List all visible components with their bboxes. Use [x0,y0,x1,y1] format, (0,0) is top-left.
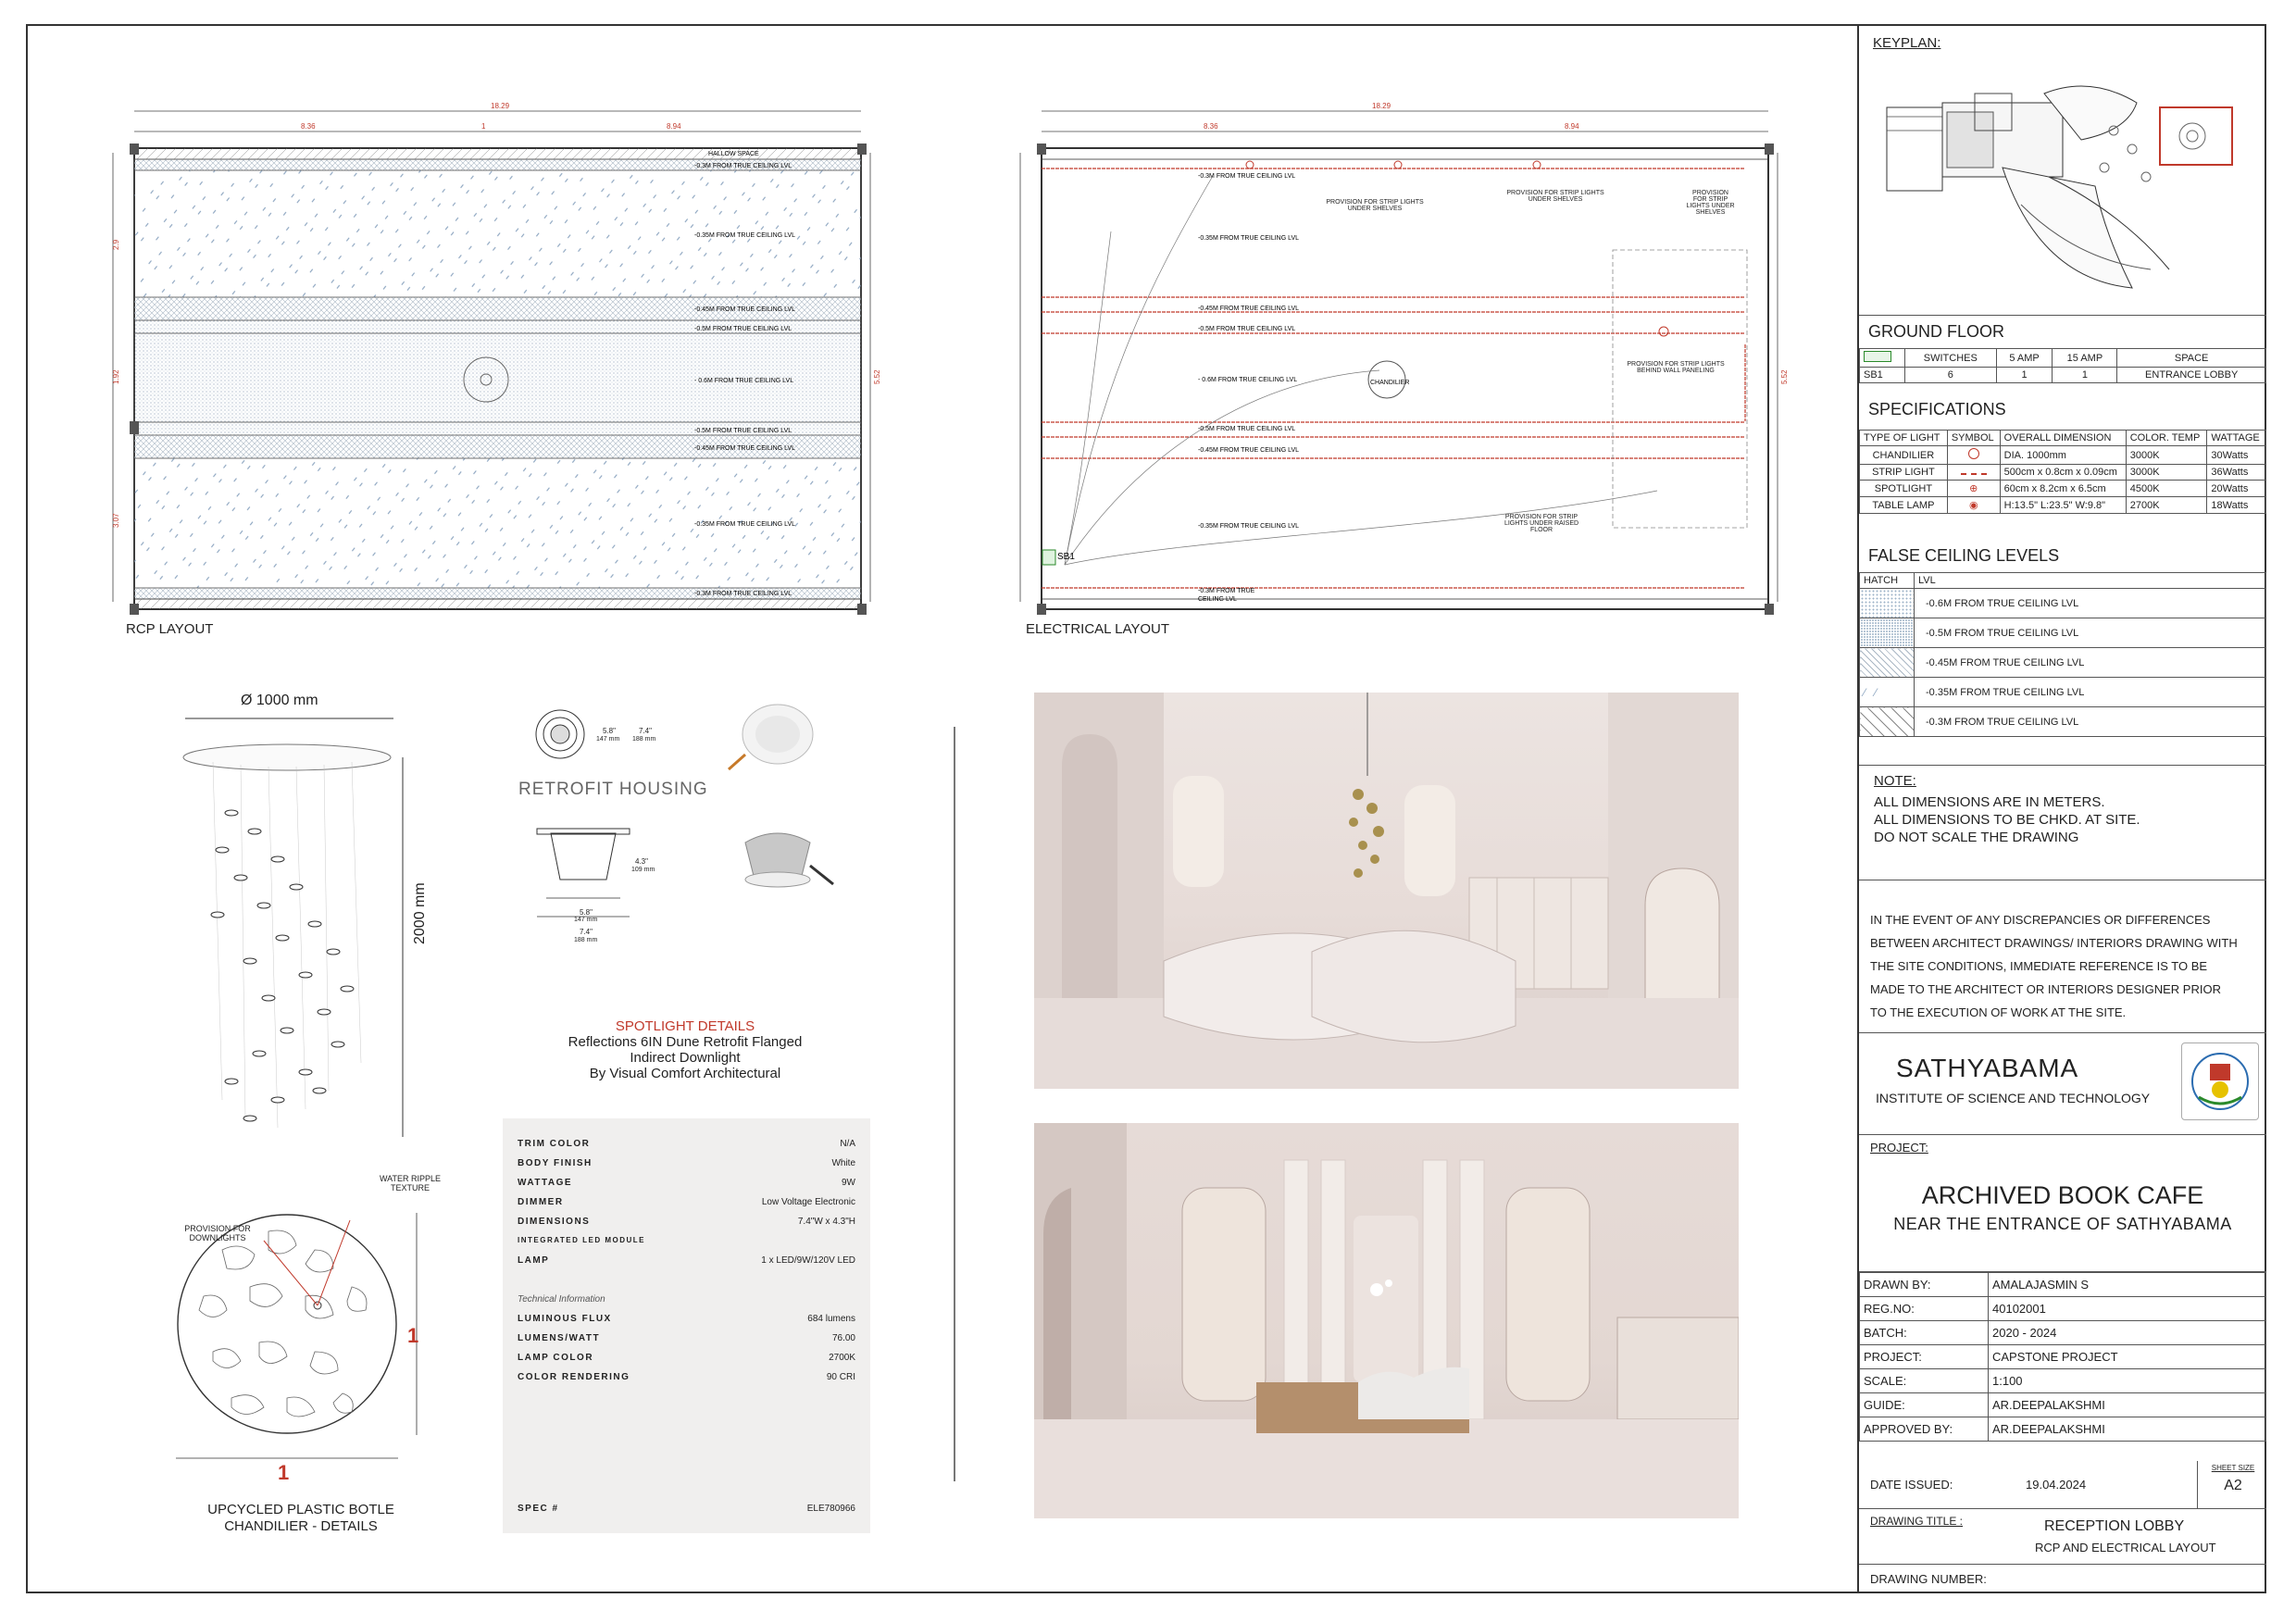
institute-section [1859,1033,2266,1135]
lighting-spec-table [1859,430,2266,514]
spot-dim-d2mm: 188 mm [632,736,656,743]
rcp-label-4: -0.5M FROM TRUE CEILING LVL [694,326,792,332]
switch-table-row: SB1 6 1 1 ENTRANCE LOBBY [1860,368,2266,383]
notes-section [1859,765,2266,880]
rcp-layout-title: RCP LAYOUT [126,621,214,637]
dim-right: 8.94 [667,122,681,131]
info-row: BATCH: 2020 - 2024 [1860,1321,2266,1345]
lighting-spec-row: TABLE LAMP ◉ H:13.5" L:23.5" W:9.8" 2700K 18Watts [1860,497,2266,514]
dim-side-a: 1.92 [112,369,120,384]
drawing-number-label: DRAWING NUMBER: [1870,1572,1987,1586]
retrofit-housing-label: RETROFIT HOUSING [518,780,708,799]
elec-note-wall: PROVISION FOR STRIP LIGHTS BEHIND WALL PANELING [1627,361,1725,374]
spec-number-row: SPEC # ELE780966 [518,1504,855,1514]
rcp-label-1: -0.3M FROM TRUE CEILING LVL [694,163,792,169]
elec-label-sb1: SB1 [1057,552,1075,562]
rcp-label-5: - 0.6M FROM TRUE CEILING LVL [694,378,794,384]
dim-mid: 1 [481,122,486,131]
date-section [1859,1461,2266,1509]
lighting-spec-row: CHANDILIER DIA. 1000mm 3000K 30Watts [1860,446,2266,465]
title-block [1857,24,2266,1593]
institute-logo [2181,1042,2259,1120]
keyplan-section [1859,24,2266,316]
tech-row: COLOR RENDERING 90 CRI [518,1372,855,1382]
project-section [1859,1135,2266,1272]
spec-row: WATTAGE 9W [518,1178,855,1188]
dim-left: 8.36 [301,122,316,131]
note-line: ALL DIMENSIONS TO BE CHKD. AT SITE. [1874,812,2140,828]
spot-dim-d2mm-elev: 188 mm [574,937,598,943]
drawing-title-label: DRAWING TITLE : [1870,1515,1964,1528]
info-row: SCALE: 1:100 [1860,1369,2266,1393]
chandelier-title-2: CHANDILIER - DETAILS [224,1518,378,1534]
lighting-spec-row: STRIP LIGHT 500cm x 0.8cm x 0.09cm 3000K 36Watts [1860,465,2266,481]
spec-row: LAMP 1 x LED/9W/120V LED [518,1255,855,1266]
disclaimer-section [1859,880,2266,1033]
institute-name: SATHYABAMA [1896,1054,2079,1082]
rcp-label-9: -0.3M FROM TRUE CEILING LVL [694,591,792,597]
false-ceiling-table [1859,572,2266,737]
spotlight-line2: Indirect Downlight [630,1050,741,1066]
spot-dim-d1: 5.8" [603,727,616,735]
spot-dim-h: 4.3" [635,857,648,866]
chandelier-title-1: UPCYCLED PLASTIC BOTLE [207,1502,394,1517]
elec-dim-left: 8.36 [1204,122,1218,131]
elec-label-l8: -0.35M FROM TRUE CEILING LVL [1198,523,1300,530]
institute-sub: INSTITUTE OF SCIENCE AND TECHNOLOGY [1876,1091,2151,1105]
switch-table [1859,348,2266,383]
rcp-label-0: HALLOW SPACE [708,151,759,157]
note-line: ALL DIMENSIONS ARE IN METERS. [1874,794,2105,810]
info-row: REG.NO: 40102001 [1860,1297,2266,1321]
strip-light-symbol-icon [1961,473,1987,475]
spec-row: BODY FINISH White [518,1158,855,1168]
lighting-spec-header: TYPE OF LIGHT SYMBOL OVERALL DIMENSION COLOR. TEMP WATTAGE [1860,431,2266,446]
rcp-label-8: -0.35M FROM TRUE CEILING LVL [694,521,796,528]
spot-dim-hmm: 109 mm [631,867,655,873]
elec-label-chandelier: CHANDILIER [1370,380,1410,386]
dim-side-c: 2.9 [112,239,120,250]
dim-side-d: 3.07 [112,513,120,528]
date-issued-label: DATE ISSUED: [1870,1478,1953,1492]
false-ceiling-section [1859,543,2266,755]
chandelier-elevation [176,711,417,1146]
elec-label-l2: -0.35M FROM TRUE CEILING LVL [1198,235,1300,242]
spec-row: INTEGRATED LED MODULE [518,1236,646,1244]
false-ceiling-row: ⁄ ⁄ -0.35M FROM TRUE CEILING LVL [1860,678,2266,707]
tech-row: LAMP COLOR 2700K [518,1353,855,1363]
elec-label-l4: -0.5M FROM TRUE CEILING LVL [1198,326,1296,332]
spot-dim-d2-elev: 7.4" [580,928,593,936]
specifications-section [1859,387,2266,544]
false-ceiling-row: -0.5M FROM TRUE CEILING LVL [1860,618,2266,648]
chandelier-height: 2000 mm [412,882,428,944]
spec-sheet-panel [503,1118,870,1533]
false-ceiling-row: -0.3M FROM TRUE CEILING LVL [1860,707,2266,737]
table-lamp-symbol-icon: ◉ [1947,497,2000,514]
dim-one-horizontal: 1 [278,1461,290,1484]
electrical-layout-title: ELECTRICAL LAYOUT [1026,621,1170,637]
sheet-size-cell [2197,1461,2268,1509]
specifications-title: SPECIFICATIONS [1868,400,2006,418]
project-label: PROJECT: [1870,1141,1928,1155]
spotlight-line1: Reflections 6IN Dune Retrofit Flanged [568,1034,803,1050]
switchboard-icon [1864,351,1891,362]
dim-total: 18.29 [491,102,510,110]
spotlight-line3: By Visual Comfort Architectural [589,1066,781,1081]
rcp-label-7: -0.45M FROM TRUE CEILING LVL [694,445,796,452]
sheet-size-label: SHEET SIZE [2211,1464,2255,1472]
elec-label-l9b: CEILING LVL [1198,596,1237,603]
spec-row: DIMENSIONS 7.4"W x 4.3"H [518,1217,855,1227]
info-row: PROJECT: CAPSTONE PROJECT [1860,1345,2266,1369]
elec-dim-side: 5.52 [1780,369,1789,384]
render-reception [1034,1123,1739,1518]
elec-note-floor: PROVISION FOR STRIP LIGHTS UNDER RAISED FLOOR [1504,514,1579,533]
info-row: GUIDE: AR.DEEPALAKSHMI [1860,1393,2266,1417]
elec-note-strip3: PROVISION FOR STRIP LIGHTS UNDER SHELVES [1686,190,1735,216]
elec-note-strip2: PROVISION FOR STRIP LIGHTS UNDER SHELVES [1506,190,1604,203]
dim-side-b: 5.52 [873,369,881,384]
lighting-spec-row: SPOTLIGHT ⊕ 60cm x 8.2cm x 6.5cm 4500K 20Watts [1860,481,2266,497]
spot-dim-d2: 7.4" [639,727,652,735]
rcp-label-2: -0.35M FROM TRUE CEILING LVL [694,232,796,239]
date-issued-value: 19.04.2024 [2026,1478,2087,1492]
rcp-layout-plan [102,102,889,620]
spotlight-details-title: SPOTLIGHT DETAILS [615,1018,755,1034]
dim-one-vertical: 1 [407,1324,419,1347]
spot-dim-d1mm-elev: 147 mm [574,917,598,923]
false-ceiling-row: -0.6M FROM TRUE CEILING LVL [1860,589,2266,618]
project-subtitle: NEAR THE ENTRANCE OF SATHYABAMA [1893,1215,2232,1233]
chandelier-diameter: Ø 1000 mm [241,693,318,708]
chandelier-symbol-icon [1968,448,1979,459]
switch-table-header: SWITCHES 5 AMP 15 AMP SPACE [1860,349,2266,368]
spec-row: TRIM COLOR N/A [518,1139,855,1149]
disclaimer-text: IN THE EVENT OF ANY DISCREPANCIES OR DIFFERENCES BETWEEN ARCHITECT DRAWINGS/ INTERIORS DRAWING WITH THE SITE CONDITIONS, IMMEDIATE REFERENCE IS TO BE MADE TO THE ARCHITECT OR INTERIORS DESIGNER PRIOR TO THE EXECUTION OF WORK AT THE SITE. [1870,913,2238,1019]
info-row: APPROVED BY: AR.DEEPALAKSHMI [1860,1417,2266,1442]
sheet-size-value: A2 [2224,1478,2242,1493]
elec-label-l9a: -0.3M FROM TRUE [1198,588,1255,594]
spotlight-drawings [523,699,875,963]
rcp-label-6: -0.5M FROM TRUE CEILING LVL [694,428,792,434]
tech-row: LUMENS/WATT 76.00 [518,1333,855,1343]
false-ceiling-row: -0.45M FROM TRUE CEILING LVL [1860,648,2266,678]
notes-title: NOTE: [1874,773,1916,789]
drawing-title-value: RECEPTION LOBBY [2044,1518,2185,1534]
tech-row: LUMINOUS FLUX 684 lumens [518,1314,855,1324]
downlights-note: PROVISION FOR DOWNLIGHTS [184,1224,251,1242]
elec-label-l6: -0.5M FROM TRUE CEILING LVL [1198,426,1296,432]
rcp-label-3: -0.45M FROM TRUE CEILING LVL [694,306,796,313]
spec-row: DIMMER Low Voltage Electronic [518,1197,855,1207]
divider-line [954,727,955,1481]
elec-dim-total: 18.29 [1372,102,1391,110]
spot-dim-d1-elev: 5.8" [580,908,593,917]
spot-dim-d1mm: 147 mm [596,736,620,743]
elec-dim-right: 8.94 [1565,122,1579,131]
elec-note-strip1: PROVISION FOR STRIP LIGHTS UNDER SHELVES [1326,199,1424,212]
elec-label-l3: -0.45M FROM TRUE CEILING LVL [1198,306,1300,312]
drawing-info-table [1859,1272,2266,1442]
keyplan-label: KEYPLAN: [1873,35,1941,51]
spotlight-symbol-icon: ⊕ [1947,481,2000,497]
drawing-title-sub: RCP AND ELECTRICAL LAYOUT [2035,1541,2216,1554]
elec-label-l5: - 0.6M FROM TRUE CEILING LVL [1198,377,1298,383]
render-bookshelf-lobby [1034,693,1739,1089]
note-line: DO NOT SCALE THE DRAWING [1874,830,2079,845]
water-ripple-note: WATER RIPPLE TEXTURE [379,1174,441,1192]
drawing-title-section [1859,1509,2266,1565]
elec-label-l7: -0.45M FROM TRUE CEILING LVL [1198,447,1300,454]
elec-label-l1: -0.3M FROM TRUE CEILING LVL [1198,173,1296,180]
tech-info-title: Technical Information [518,1294,605,1305]
chandelier-plan-detail [167,1167,435,1481]
electrical-layout-plan [1009,102,1796,620]
keyplan-drawing [1882,66,2262,297]
false-ceiling-header: HATCH LVL [1860,573,2266,589]
ground-floor-title: GROUND FLOOR [1868,322,2005,341]
info-row: DRAWN BY: AMALAJASMIN S [1860,1273,2266,1297]
false-ceiling-title: FALSE CEILING LEVELS [1868,546,2060,565]
project-title: ARCHIVED BOOK CAFE [1921,1181,2204,1209]
